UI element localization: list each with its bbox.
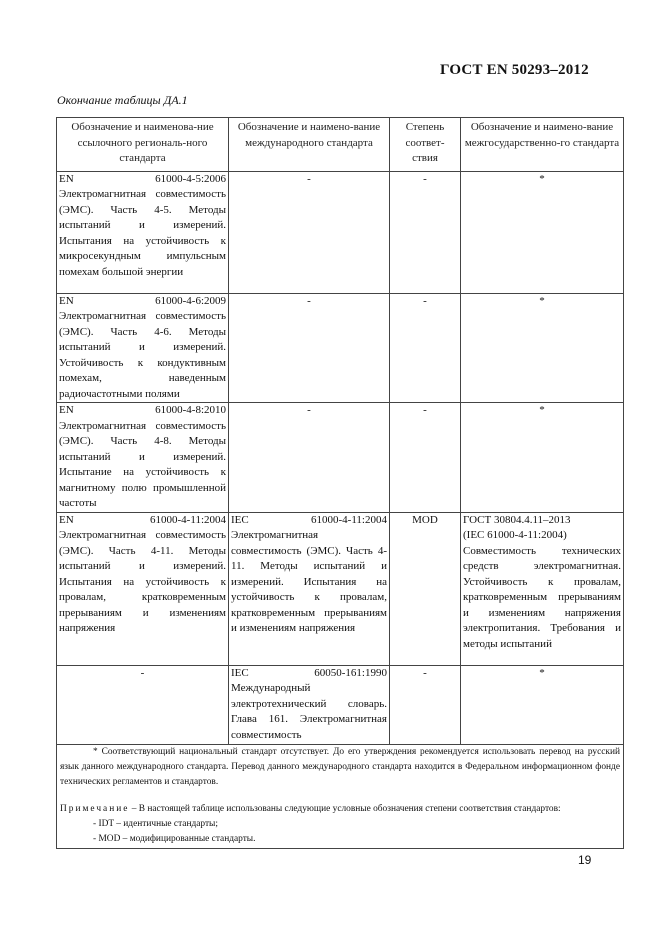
cell-regional: EN 61000-4-11:2004 Электромагнитная совместимость (ЭМС). Часть 4-11. Методы испытаний и измерений. Испытания на устойчивость к провалам, кратковременным прерываниям и изменениям напряжения [57,512,229,665]
cell-international: IEC 60050-161:1990 Международный электротехнический словарь. Глава 161. Электромагнитная совместимость [229,665,390,744]
standard-designation: ГОСТ EN 50293–2012 [440,62,589,78]
cell-degree: MOD [390,512,461,665]
footnote-star: * Соответствующий национальный стандарт отсутствует. До его утверждения рекомендуется использовать перевод на русский язык данного международного стандарта. Перевод данного международного стандарта находится в Федеральном информационном фонде технических регламентов и стандартов. [60,746,620,787]
cell-degree: - [390,171,461,293]
table-header-row [57,118,624,172]
table-row [57,512,624,665]
cell-international: - [229,293,390,403]
cell-international: - [229,171,390,293]
col-header-international: Обозначение и наимено-вание международного стандарта [229,118,390,172]
cell-international: - [229,403,390,513]
notes-row [57,744,624,848]
table-row [57,665,624,744]
table-row [57,403,624,513]
cell-interstate: * [461,171,624,293]
cell-international: IEC 61000-4-11:2004 Электромагнитная совместимость (ЭМС). Часть 4-11. Методы испытаний и измерений. Испытания на устойчивость к провалам, кратковременным прерываниям и изменениям напряжения [229,512,390,665]
cell-regional: - [57,665,229,744]
note-text: – В настоящей таблице использованы следующие условные обозначения степени соответствия стандартов: [131,803,561,814]
cell-degree: - [390,293,461,403]
col-header-interstate: Обозначение и наимено-вание межгосударственно-го стандарта [461,118,624,172]
table-caption: Окончание таблицы ДА.1 [57,93,188,107]
cell-regional: EN 61000-4-6:2009 Электромагнитная совместимость (ЭМС). Часть 4-6. Методы испытаний и измерений. Устойчивость к кондуктивным помехам, наведенным радиочастотными полями [57,293,229,403]
reference-standards-table [56,117,624,849]
note-paragraph [60,802,620,817]
page-number: 19 [578,853,592,867]
cell-interstate: * [461,403,624,513]
col-header-regional: Обозначение и наименова-ние ссылочного региональ-ного стандарта [57,118,229,172]
cell-regional: EN 61000-4-5:2006 Электромагнитная совместимость (ЭМС). Часть 4-5. Методы испытаний и измерений. Испытания на устойчивость к микросекундным импульсным помехам большой энергии [57,171,229,293]
cell-regional: EN 61000-4-8:2010 Электромагнитная совместимость (ЭМС). Часть 4-8. Методы испытаний и измерений. Испытание на устойчивость к магнитному полю промышленной частоты [57,403,229,513]
note-label: Примечание [60,803,130,814]
table-notes [57,744,624,848]
interstate-ref: (IEC 61000-4-11:2004) [463,529,567,541]
cell-interstate: * [461,293,624,403]
interstate-title: Совместимость технических средств электромагнитная. Устойчивость к провалам, кратковременным прерываниям и изменениям напряжения электропитания. Требования и методы испытаний [463,544,621,650]
interstate-code: ГОСТ 30804.4.11–2013 [463,513,571,526]
note-item-mod: - MOD – модифицированные стандарты. [93,833,256,844]
note-item-idt: - IDT – идентичные стандарты; [93,818,218,829]
table-row [57,293,624,403]
cell-interstate [461,512,624,665]
cell-degree: - [390,403,461,513]
cell-interstate: * [461,665,624,744]
cell-degree: - [390,665,461,744]
table-row [57,171,624,293]
col-header-degree: Степень соответ-ствия [390,118,461,172]
